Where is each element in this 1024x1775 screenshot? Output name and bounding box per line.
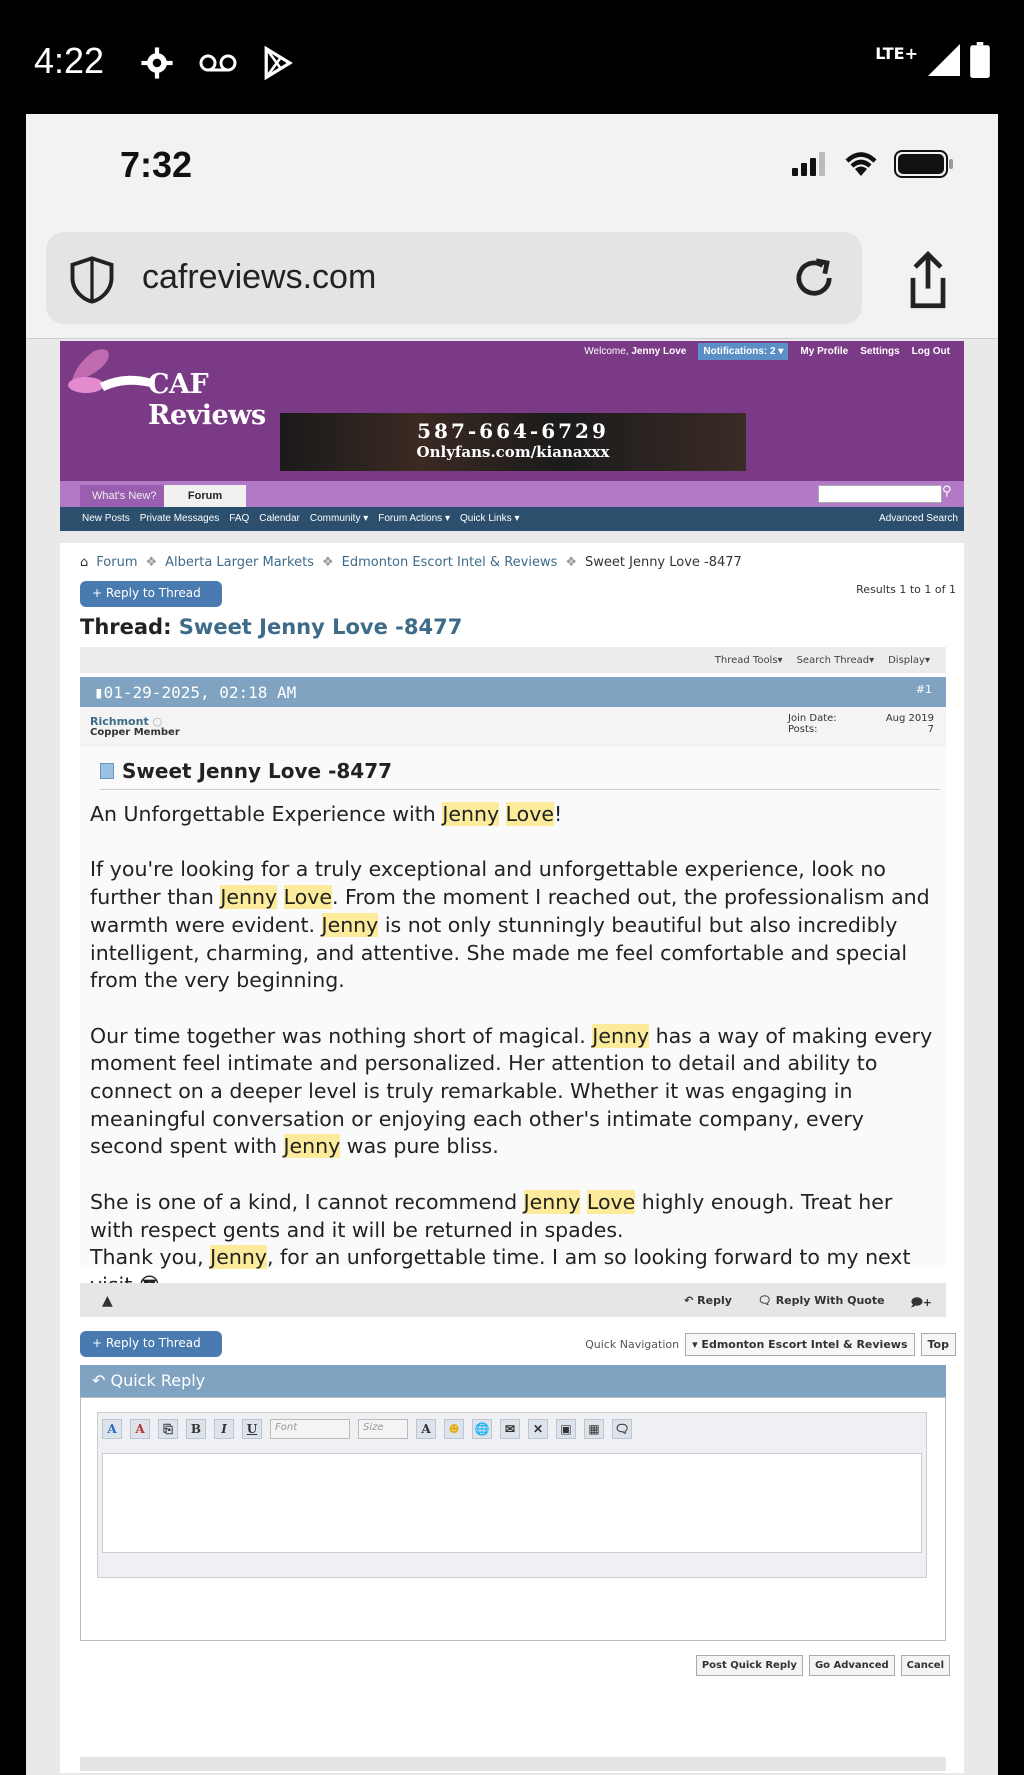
editor [97, 1412, 927, 1578]
user-bar [584, 343, 950, 360]
report-icon[interactable]: ▲ [102, 1293, 113, 1309]
notifications-label: Notifications: 2 [703, 346, 776, 357]
underline-icon[interactable]: U [242, 1419, 262, 1439]
highlight-term: Love [586, 1189, 636, 1214]
android-right-icons [875, 42, 990, 78]
ios-status-icons [792, 150, 954, 178]
post-message [90, 801, 940, 1300]
unlink-icon[interactable]: ✕ [528, 1419, 548, 1439]
logo-emblem [64, 345, 154, 405]
post-paragraph-2 [90, 856, 940, 995]
search-icon[interactable]: ⚲ [942, 484, 952, 499]
quick-reply-textarea[interactable] [102, 1453, 922, 1553]
multiquote-icon[interactable]: 🗩+ [910, 1296, 932, 1309]
gear-icon [140, 46, 174, 80]
main-content [60, 543, 964, 1773]
post-body [80, 747, 946, 1270]
breadcrumb [80, 555, 742, 570]
reply-icon: ↶ [684, 1294, 694, 1307]
highlight-term: Jenny [321, 912, 379, 937]
thread-title-prefix: Thread: [80, 615, 172, 639]
text-segment: ! [553, 802, 563, 826]
play-store-icon [262, 46, 294, 80]
post-date-text: 01-29-2025, 02:18 AM [103, 683, 297, 702]
battery-icon [970, 42, 990, 78]
thread-title-link[interactable]: Sweet Jenny Love -8477 [178, 615, 463, 639]
advanced-search-link[interactable]: Advanced Search [879, 513, 958, 524]
subnav-faq[interactable]: FAQ [229, 513, 250, 524]
post-paragraph-1 [90, 801, 940, 829]
text-segment: She is one of a kind, I cannot recommend [90, 1189, 524, 1214]
link-icon[interactable]: 🌐 [472, 1419, 492, 1439]
text-segment: is not only stunningly beautiful but also incredibly intelligent, charming, and attentive. She made me feel comfortable and special from the very beginning. [90, 912, 908, 993]
text-segment: , for an unforgettable time. I am so looking forward to my next [266, 1245, 911, 1270]
signal-icon [928, 44, 960, 76]
quote-insert-icon[interactable]: 🗨 [612, 1419, 632, 1439]
highlight-term: Jenny [592, 1023, 650, 1048]
network-type: LTE+ [875, 43, 918, 63]
banner-phone: 587-664-6729 [417, 419, 609, 443]
breadcrumb-separator: ❖ [565, 555, 578, 570]
quote-label: Reply With Quote [775, 1294, 885, 1307]
tab-whats-new[interactable]: What's New? [80, 485, 168, 509]
highlight-term: Love [505, 802, 554, 826]
text-segment: An Unforgettable Experience with [90, 802, 443, 826]
paste-icon[interactable]: ⎘ [158, 1419, 178, 1439]
subnav-calendar[interactable]: Calendar [259, 513, 300, 524]
text-segment: If you're looking for a truly exceptional and unforgettable experience, look no further than [90, 857, 886, 910]
thread-tools-bar [80, 647, 946, 673]
image-icon[interactable]: ▣ [556, 1419, 576, 1439]
text-segment: was pure bliss. [340, 1134, 499, 1159]
subnav-private-messages[interactable]: Private Messages [139, 513, 220, 524]
search-thread-menu[interactable]: Search Thread▾ [796, 655, 875, 666]
phone-screen [26, 114, 998, 1775]
quick-nav-forum-select[interactable]: ▾ Edmonton Escort Intel & Reviews [685, 1333, 914, 1356]
display-menu[interactable]: Display▾ [888, 655, 930, 666]
post-paragraph-3 [90, 1023, 940, 1162]
thread-tools-items [715, 655, 930, 666]
reply-to-thread-button-bottom[interactable]: + Reply to Thread [80, 1331, 222, 1357]
remove-format-icon[interactable]: A [130, 1419, 150, 1439]
breadcrumb-separator: ❖ [145, 555, 158, 570]
post-title [100, 759, 940, 790]
breadcrumb-edmonton[interactable]: Edmonton Escort Intel & Reviews [341, 555, 558, 570]
editor-toolbar [102, 1419, 632, 1439]
quote-icon: 🗨 [757, 1294, 772, 1307]
post-header [80, 677, 946, 707]
subnav-quick-links[interactable]: Quick Links ▾ [459, 513, 520, 524]
video-icon[interactable]: ▦ [584, 1419, 604, 1439]
email-icon[interactable]: ✉ [500, 1419, 520, 1439]
text-segment: has a way of making every moment feel intimate and personalized. Her attention to detail and ability to connect on a deeper level is truly remarkable. Whether it was engaging in meaningful conversation or enjoying each other's intimate company, every second spent with [90, 1023, 933, 1159]
quick-reply-header [80, 1365, 946, 1397]
highlight-term: Jenny [220, 885, 278, 910]
quick-navigation [585, 1333, 956, 1356]
tab-forum[interactable]: Forum [164, 485, 246, 509]
wifi-icon [842, 150, 880, 178]
post-number[interactable]: #1 [915, 683, 932, 696]
posts-label: Posts: [788, 724, 818, 735]
quick-reply-title: Quick Reply [110, 1371, 206, 1390]
breadcrumb-forum[interactable]: Forum [96, 555, 138, 570]
offline-icon: ○ [152, 715, 163, 728]
post-actions [684, 1294, 932, 1313]
size-select[interactable]: Size [358, 1419, 408, 1439]
notifications-button[interactable]: Notifications: 2 ▾ [698, 343, 788, 360]
posts-value: 7 [927, 724, 934, 735]
post-status-icon: ▮ [94, 683, 104, 702]
sub-nav [60, 507, 964, 531]
logo-text: CAF Reviews [148, 369, 266, 431]
address-bar[interactable] [46, 232, 862, 324]
my-profile-link[interactable]: My Profile [800, 346, 849, 357]
page-title [80, 615, 462, 639]
reply-button[interactable] [684, 1294, 732, 1313]
text-segment: Our time together was nothing short of magical. [90, 1023, 593, 1048]
join-date-value: Aug 2019 [885, 713, 934, 724]
highlight-term: Jenny [523, 1189, 581, 1214]
post-quick-reply-button[interactable]: Post Quick Reply [696, 1655, 803, 1676]
document-icon [100, 763, 114, 779]
share-icon[interactable] [902, 250, 954, 310]
reply-label: Reply [697, 1294, 732, 1307]
post-author-name[interactable]: Richmont [90, 715, 149, 728]
banner-url: Onlyfans.com/kianaxxx [416, 443, 610, 461]
post-date [94, 683, 296, 702]
quick-reply-box [80, 1397, 946, 1641]
post-author-title: Copper Member [90, 727, 180, 738]
android-status-icons [140, 46, 294, 80]
site-search-input[interactable] [818, 485, 942, 503]
welcome-username[interactable]: Jenny Love [631, 346, 687, 357]
sub-nav-items [82, 513, 519, 524]
highlight-term: Jenny [210, 1245, 267, 1270]
join-info [788, 713, 934, 735]
text-segment: . From the moment I reached out, the professionalism and warmth were evident. [90, 885, 930, 937]
text-segment: Thank you, [90, 1245, 211, 1270]
footer-strip [80, 1757, 946, 1771]
shield-icon [66, 254, 118, 306]
top-button[interactable]: Top [921, 1333, 956, 1356]
logout-link[interactable]: Log Out [911, 346, 950, 357]
join-date-label: Join Date: [788, 713, 837, 724]
highlight-term: Jenny [442, 802, 500, 826]
reload-icon[interactable] [788, 252, 840, 304]
smiley-icon[interactable]: ☻ [444, 1419, 464, 1439]
bold-icon[interactable]: B [186, 1419, 206, 1439]
highlight-term: Jenny [283, 1134, 341, 1159]
ad-banner[interactable] [280, 413, 746, 471]
highlight-term: Love [283, 885, 332, 910]
reply-to-thread-button[interactable]: + Reply to Thread [80, 581, 222, 607]
ios-battery-icon [894, 150, 954, 178]
quick-nav-label: Quick Navigation [585, 1338, 680, 1351]
font-select[interactable]: Font [270, 1419, 350, 1439]
nav-tabs [60, 481, 964, 507]
welcome-label [584, 346, 686, 357]
android-status-bar [0, 0, 1024, 114]
go-advanced-button[interactable]: Go Advanced [809, 1655, 895, 1676]
text-color-icon[interactable]: A [416, 1419, 436, 1439]
quick-reply-icon: ↶ [92, 1371, 106, 1390]
wysiwyg-toggle-icon[interactable]: A [102, 1419, 122, 1439]
cellular-icon [792, 152, 828, 176]
home-icon[interactable]: ⌂ [80, 555, 89, 570]
breadcrumb-separator: ❖ [321, 555, 334, 570]
settings-link[interactable]: Settings [860, 346, 900, 357]
ios-clock: 7:32 [120, 144, 193, 185]
italic-icon[interactable]: I [214, 1419, 234, 1439]
quick-reply-actions [696, 1655, 950, 1676]
text-segment: highly enough. Treat her with respect gents and it will be returned in spades. [90, 1189, 893, 1242]
welcome-prefix: Welcome, [584, 346, 629, 357]
thread-tools-menu[interactable]: Thread Tools▾ [714, 655, 783, 666]
post-footer [80, 1283, 946, 1317]
android-clock: 4:22 [34, 40, 105, 81]
cancel-button[interactable]: Cancel [901, 1655, 950, 1676]
reply-with-quote-button[interactable] [758, 1294, 885, 1313]
post-title-text: Sweet Jenny Love -8477 [122, 759, 393, 783]
site-logo[interactable] [64, 345, 294, 431]
breadcrumb-current: Sweet Jenny Love -8477 [585, 555, 742, 570]
subnav-community[interactable]: Community ▾ [309, 513, 369, 524]
url-text[interactable]: cafreviews.com [142, 258, 377, 296]
breadcrumb-alberta[interactable]: Alberta Larger Markets [165, 555, 314, 570]
results-count: Results 1 to 1 of 1 [856, 583, 956, 596]
web-page [26, 338, 998, 1775]
site-header [60, 341, 964, 481]
subnav-new-posts[interactable]: New Posts [82, 513, 130, 524]
voicemail-icon [198, 51, 238, 75]
subnav-forum-actions[interactable]: Forum Actions ▾ [378, 513, 450, 524]
post-userinfo [80, 707, 946, 747]
